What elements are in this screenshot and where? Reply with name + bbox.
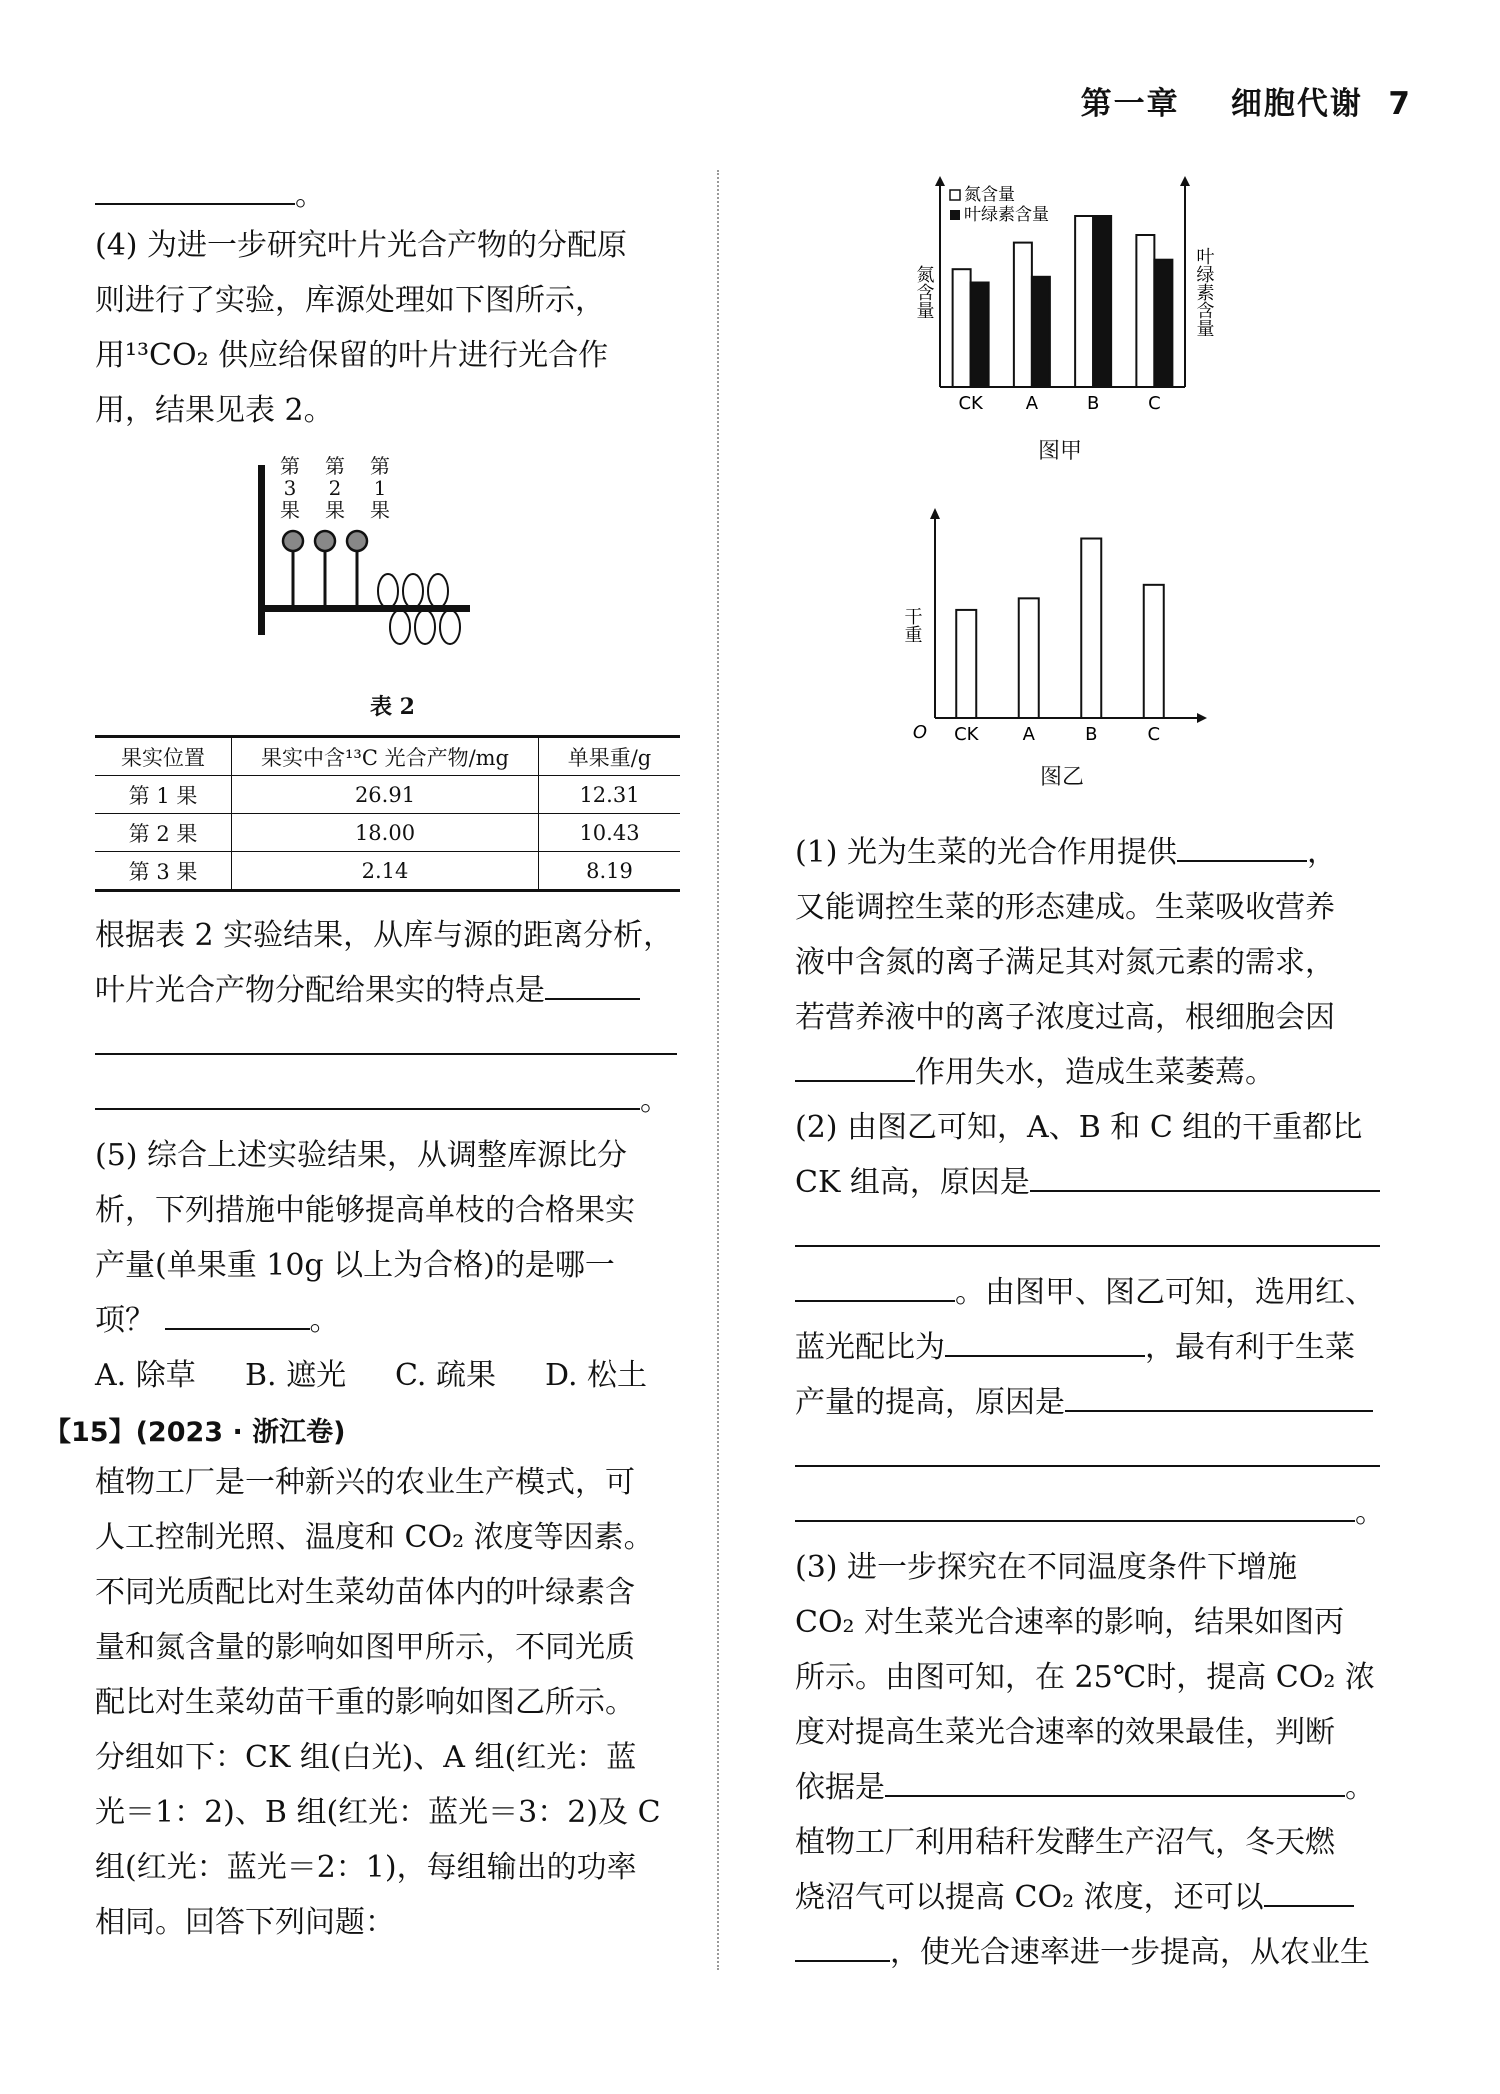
legend-label-nitrogen: 氮含量 bbox=[964, 185, 1015, 205]
y-axis-label-right: 叶绿素含量 bbox=[1193, 247, 1215, 337]
bar-chlorophyll-A bbox=[1032, 277, 1050, 387]
left-top-line: 。 bbox=[95, 168, 325, 223]
answer-blank[interactable] bbox=[545, 968, 640, 1000]
origin-label: O bbox=[912, 722, 928, 743]
q4-line: 用，结果见表 2。 bbox=[95, 393, 334, 428]
chapter-label: 第一章 bbox=[1080, 86, 1180, 122]
bar-nitrogen-B bbox=[1075, 216, 1093, 387]
source-sink-diagram bbox=[250, 455, 480, 645]
y-axis-label: 干重 bbox=[901, 607, 923, 643]
choice-d[interactable]: D. 松土 bbox=[545, 1358, 648, 1393]
answer-blank[interactable] bbox=[95, 1078, 640, 1110]
bar-nitrogen-CK bbox=[953, 269, 971, 387]
table-header-row bbox=[95, 737, 680, 776]
table-row bbox=[95, 852, 680, 891]
answer-blank[interactable] bbox=[885, 1765, 1345, 1797]
fruit-label-1: 第 1 果 bbox=[370, 454, 390, 522]
choices bbox=[95, 1348, 647, 1403]
question-15-1: (1) 光为生菜的光合作用提供 ， 又能调控生菜的形态建成。生菜吸收营养 液中含氮的离子满足其对氮元素的需求， 若营养液中的离子浓度过高，根细胞会因 作用失水，造成生菜萎蔫。 bbox=[795, 825, 1337, 1100]
x-tick-label: B bbox=[1086, 393, 1100, 414]
chart-jia bbox=[880, 172, 1230, 462]
fruit-label-2: 第 2 果 bbox=[325, 454, 345, 522]
table-cell: 第 1 果 bbox=[95, 776, 232, 814]
choice-b[interactable]: B. 遮光 bbox=[245, 1358, 347, 1393]
bar-chlorophyll-C bbox=[1154, 260, 1172, 387]
y-axis-right-arrow bbox=[1180, 176, 1190, 186]
answer-blank[interactable] bbox=[945, 1325, 1145, 1357]
choice-a[interactable]: A. 除草 bbox=[95, 1358, 196, 1393]
bar-chlorophyll-CK bbox=[971, 283, 989, 388]
table-header-cell: 单果重/g bbox=[539, 737, 681, 776]
x-tick-label: CK bbox=[954, 724, 979, 745]
legend-swatch-chlorophyll bbox=[950, 210, 960, 220]
bar-nitrogen-A bbox=[1014, 243, 1032, 387]
table-cell: 12.31 bbox=[539, 776, 681, 814]
answer-blank[interactable] bbox=[795, 1930, 890, 1962]
bar-dry-weight-A bbox=[1019, 598, 1039, 718]
answer-blank[interactable] bbox=[95, 173, 295, 205]
chart-yi-title: 图乙 bbox=[1040, 765, 1085, 790]
question-4 bbox=[95, 218, 627, 438]
table-row bbox=[95, 776, 680, 814]
x-tick-label: CK bbox=[958, 393, 983, 414]
bar-dry-weight-B bbox=[1081, 539, 1101, 718]
fruit-2 bbox=[315, 531, 335, 551]
y-axis-arrow bbox=[930, 508, 940, 519]
fruit-1 bbox=[347, 531, 367, 551]
table-caption: 表 2 bbox=[370, 694, 415, 720]
answer-blank[interactable] bbox=[795, 1215, 1380, 1247]
chapter-title: 细胞代谢 bbox=[1230, 86, 1363, 122]
table-header-cell: 果实中含¹³C 光合产物/mg bbox=[232, 737, 539, 776]
x-tick-label: A bbox=[1025, 393, 1039, 414]
column-divider bbox=[717, 170, 719, 1970]
leaf bbox=[440, 610, 460, 644]
bar-dry-weight-C bbox=[1144, 585, 1164, 718]
leaf bbox=[403, 574, 423, 608]
table-cell: 8.19 bbox=[539, 852, 681, 891]
choice-c[interactable]: C. 疏果 bbox=[395, 1358, 496, 1393]
y-axis-label-left: 氮含量 bbox=[913, 265, 935, 319]
leaf bbox=[428, 574, 448, 608]
chart-jia-title: 图甲 bbox=[1038, 439, 1083, 464]
after-table-text: 根据表 2 实验结果，从库与源的距离分析， 叶片光合产物分配给果实的特点是 。 bbox=[95, 908, 677, 1128]
table-cell: 2.14 bbox=[232, 852, 539, 891]
x-axis-arrow bbox=[1197, 713, 1207, 723]
table-cell: 第 3 果 bbox=[95, 852, 232, 891]
table-cell: 26.91 bbox=[232, 776, 539, 814]
bar-nitrogen-C bbox=[1136, 235, 1154, 387]
table-cell: 10.43 bbox=[539, 814, 681, 852]
answer-blank[interactable] bbox=[795, 1490, 1355, 1522]
question-15-label: 【15】(2023 · 浙江卷) bbox=[44, 1417, 346, 1448]
x-tick-label: A bbox=[1022, 724, 1035, 745]
answer-blank[interactable] bbox=[1065, 1380, 1373, 1412]
leaf bbox=[390, 610, 410, 644]
answer-blank[interactable] bbox=[165, 1298, 310, 1330]
x-tick-label: B bbox=[1085, 724, 1098, 745]
question-15-intro: 植物工厂是一种新兴的农业生产模式，可 人工控制光照、温度和 CO₂ 浓度等因素。 不同光质配比对生菜幼苗体内的叶绿素含 量和氮含量的影响如图甲所示，不同光质 配比对生菜幼苗干重的影响如图乙所示。 分组如下：CK 组(白光)、A 组(红光：蓝 光＝1：2)、B 组(红光：蓝光＝3：2)及 C 组(红光：蓝光＝2：1)，每组输出的功率 相同。回答下列问题： bbox=[95, 1465, 661, 1940]
y-axis-left-arrow bbox=[935, 176, 945, 186]
answer-blank[interactable] bbox=[1264, 1875, 1354, 1907]
question-5: (5) 综合上述实验结果，从调整库源比分 析，下列措施中能够提高单枝的合格果实 产量(单果重 10g 以上为合格)的是哪一 项？ 。 A. 除草 B. 遮光 C. 疏果 D. 松土 bbox=[95, 1128, 647, 1403]
chart-yi bbox=[890, 505, 1220, 750]
page-header bbox=[1081, 78, 1412, 123]
table-cell: 第 2 果 bbox=[95, 814, 232, 852]
q4-line: (4) 为进一步研究叶片光合产物的分配原 bbox=[95, 228, 628, 263]
x-tick-label: C bbox=[1147, 724, 1161, 745]
question-15-2: (2) 由图乙可知，A、B 和 C 组的干重都比 CK 组高，原因是 。由图甲、图乙可知，选用红、 蓝光配比为 ，最有利于生菜 产量的提高，原因是 。 bbox=[795, 1110, 1385, 1530]
table-row bbox=[95, 814, 680, 852]
leaf bbox=[378, 574, 398, 608]
table-cell: 18.00 bbox=[232, 814, 539, 852]
answer-blank[interactable] bbox=[1030, 1160, 1380, 1192]
answer-blank[interactable] bbox=[95, 1023, 677, 1055]
bar-dry-weight-CK bbox=[956, 610, 976, 718]
q4-line: 则进行了实验，库源处理如下图所示， bbox=[95, 283, 605, 318]
legend-swatch-nitrogen bbox=[950, 190, 960, 200]
x-tick-label: C bbox=[1148, 393, 1161, 414]
q4-line: 用¹³CO₂ 供应给保留的叶片进行光合作 bbox=[95, 338, 609, 373]
answer-blank[interactable] bbox=[795, 1050, 915, 1082]
answer-blank[interactable] bbox=[795, 1270, 955, 1302]
legend-label-chlorophyll: 叶绿素含量 bbox=[964, 205, 1049, 225]
fruit-3 bbox=[283, 531, 303, 551]
page-number: 7 bbox=[1388, 86, 1412, 122]
question-15-3: (3) 进一步探究在不同温度条件下增施 CO₂ 对生菜光合速率的影响，结果如图丙 所示。由图可知，在 25℃时，提高 CO₂ 浓 度对提高生菜光合速率的效果最佳，判断 依据是 。 植物工厂利用秸秆发酵生产沼气，冬天燃 烧沼气可以提高 CO₂ 浓度，还可以 ，使光合速率进一步提高，从农业生 bbox=[795, 1550, 1375, 1970]
answer-blank[interactable] bbox=[1177, 830, 1307, 862]
fruit-label-3: 第 3 果 bbox=[280, 454, 300, 522]
branch-svg bbox=[250, 455, 480, 645]
table-header-cell: 果实位置 bbox=[95, 737, 232, 776]
table-2 bbox=[95, 735, 680, 892]
bar-chlorophyll-B bbox=[1093, 216, 1111, 387]
answer-blank[interactable] bbox=[795, 1435, 1380, 1467]
leaf bbox=[415, 610, 435, 644]
